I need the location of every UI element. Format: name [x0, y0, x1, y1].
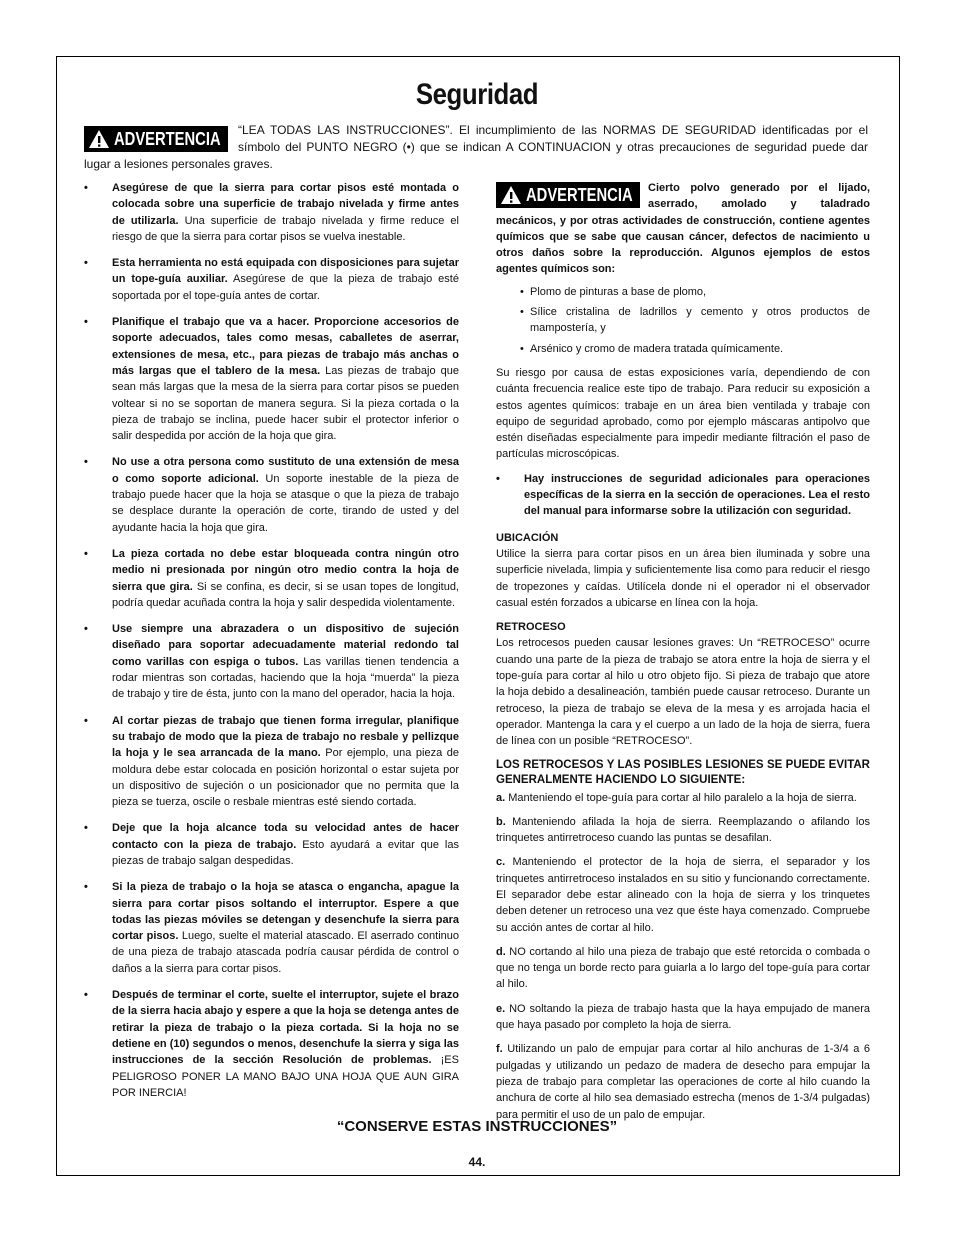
extra-bullet: • Hay instrucciones de seguridad adicionales para operaciones específicas de la sierra en la sección de operaciones. Lea el resto del manual para informarse sobre la utilización con seguridad.	[496, 472, 870, 518]
chemical-item: • Sílice cristalina de ladrillos y cemento y otros productos de mampostería, y	[520, 306, 870, 335]
dust-warning	[496, 180, 870, 278]
safety-bullet: • Después de terminar el corte, suelte el interruptor, sujete el brazo de la sierra hacia abajo y espere a que la hoja se detenga antes de retirar la pieza de trabajo o la pieza cortada. Si la hoja no se detiene en (10) segundos o menos, desenchufe la sierra y siga las instrucciones de la sección Resolución de problemas. ¡ES PELIGROSO PONER LA MANO BAJO UNA HOJA QUE AUN GIRA POR INERCIA!	[84, 989, 459, 1099]
safety-bullet: • Al cortar piezas de trabajo que tienen forma irregular, planifique su trabajo de modo que la pieza de trabajo no resbale y pellizque la hoja y le sea arrancada de la mano. Por ejemplo, una pieza de moldura debe estar colocada en posición horizontal o estar sujeta por un dispositivo de sujeción o un posicionador que no permita que la pieza se tuerza, oscile o resbale mientras esté siendo cortada.	[84, 714, 459, 809]
risk-paragraph: Su riesgo por causa de estas exposiciones varía, dependiendo de con cuánta frecuencia realice este tipo de trabajo. Para reducir su exposición a estos agentes químicos: trabaje en un área bien ventilada y trabaje con equipo de seguridad aprobado, como por ejemplo máscaras antipolvo que estén diseñadas especialmente para impedir mediante filtración el paso de partículas microscópicas.	[496, 366, 870, 461]
kickback-step: d. NO cortando al hilo una pieza de trabajo que esté retorcida o combada o que no tenga un borde recto para guiarla a lo largo del tope-guía para cortar al hilo.	[496, 945, 870, 991]
kickback-step: f. Utilizando un palo de empujar para cortar al hilo anchuras de 1-3/4 a 6 pulgadas y utilizando un pedazo de madera de desecho para empujar la pieza de trabajo para completar las operaciones de corte al hilo cuando la anchura de corte al hilo sea demasiado estrecha (menos de 1-3/4 pulgadas) para permitir el uso de un palo de empujar.	[496, 1043, 870, 1121]
page-number: 44.	[468, 1155, 486, 1169]
safety-bullet: • Use siempre una abrazadera o un dispositivo de sujeción diseñado para soportar adecuadamente material redondo tal como varillas con espiga o tubos. Las varillas tienen tendencia a rodar mientras son cortadas, haciendo que la hoja “muerda” la pieza de trabajo y tire de ésta, junto con la mano del operador, hacia la hoja.	[84, 623, 460, 701]
warning-badge: ADVERTENCIA	[496, 182, 640, 208]
warning-triangle-icon	[500, 185, 522, 205]
retroceso-text: Los retrocesos pueden causar lesiones graves: Un “RETROCESO” ocurre cuando una parte de la pieza de trabajo se atora entre la hoja de sierra y el tope-guía para cortar al hilo u otro objeto fijo. Si pieza de trabajo que atore la hoja debido a desalineación, también puede causar retroceso. Durante un retroceso, la pieza de trabajo se eleva de la mesa y es arrojada hacia el operador. Mantenga la cara y el cuerpo a un lado de la hoja de sierra, fuera de línea con un posible “RETROCESO”.	[496, 637, 870, 748]
right-column	[496, 180, 870, 1131]
kickback-step: a. Manteniendo el tope-guía para cortar al hilo paralelo a la hoja de sierra.	[496, 791, 857, 804]
keep-instructions: “CONSERVE ESTAS INSTRUCCIONES”	[336, 1118, 618, 1135]
avoid-heading: LOS RETROCESOS Y LAS POSIBLES LESIONES SE PUEDE EVITAR GENERALMENTE HACIENDO LO SIGUIENTE:	[496, 758, 870, 786]
page-title: Seguridad	[415, 78, 539, 111]
safety-bullet: • Esta herramienta no está equipada con disposiciones para sujetar un tope-guía auxiliar. Asegúrese de que la pieza de trabajo esté soportada por el tope-guía antes de cortar.	[84, 257, 459, 302]
safety-bullet: • Deje que la hoja alcance toda su velocidad antes de hacer contacto con la pieza de trabajo. Esto ayudará a evitar que las piezas de trabajo salgan despedidas.	[84, 822, 459, 867]
left-column	[84, 180, 459, 1111]
chemical-item: • Plomo de pinturas a base de plomo,	[520, 285, 707, 298]
chemical-list	[496, 284, 870, 357]
warning-triangle-icon	[88, 129, 110, 149]
ubicacion-heading: UBICACIÓN	[496, 531, 559, 544]
chemical-item: • Arsénico y cromo de madera tratada químicamente.	[520, 342, 784, 355]
dust-warning-text: Cierto polvo generado por el lijado, aserrado, amolado y taladrado mecánicos, y por otras actividades de construcción, contiene agentes químicos que se sabe que causan cáncer, defectos de nacimiento u otros daños sobre la reproducción. Algunos ejemplos de estos agentes químicos son:	[496, 182, 870, 276]
safety-bullet: • Si la pieza de trabajo o la hoja se atasca o engancha, apague la sierra para cortar pisos soltando el interruptor. Espere a que todas las piezas móviles se detengan y desenchufe la sierra para cortar pisos. Luego, suelte el material atascado. El aserrado continuo de una pieza de trabajo atascada podría causar pérdida de control o daños a la sierra para cortar pisos.	[84, 881, 459, 975]
safety-bullet: • La pieza cortada no debe estar bloqueada contra ningún otro medio ni presionada por ningún otro medio contra la hoja de sierra que gira. Si se confina, es decir, si se usan topes de longitud, podría quedar acuñada contra la hoja y salir despedida violentamente.	[84, 547, 459, 609]
retroceso-heading: RETROCESO	[496, 621, 566, 634]
intro-warning	[84, 122, 868, 173]
kickback-step: b. Manteniendo afilada la hoja de sierra. Reemplazando o afilando los trinquetes antirretroceso cuando las puntas se desafilan.	[496, 815, 870, 845]
kickback-step: c. Manteniendo el protector de la hoja de sierra, el separador y los trinquetes antirretroceso instalados en su sitio y funcionando correctamente. El separador debe estar alineado con la hoja de sierra y los trinquetes deben detener un retroceso una vez que éste haya comenzado. Compruebe su acción antes de cortar al hilo.	[496, 856, 870, 934]
safety-bullet: • Asegúrese de que la sierra para cortar pisos esté montada o colocada sobre una superficie de trabajo nivelada y firme antes de utilizarla. Una superficie de trabajo nivelada y firme reduce el riesgo de que la sierra para cortar pisos se vuelva inestable.	[84, 182, 459, 243]
warning-badge: ADVERTENCIA	[84, 126, 228, 152]
kickback-steps	[496, 790, 870, 1123]
safety-bullet: • No use a otra persona como sustituto de una extensión de mesa o como soporte adicional. Un soporte inestable de la pieza de trabajo puede hacer que la hoja se atasque o que la pieza de trabajo se desplace durante la operación de corte, tirando de usted y del ayudante hacia la hoja que gira.	[84, 456, 459, 534]
kickback-step: e. NO soltando la pieza de trabajo hasta que la haya empujado de manera que haya pasado por completo la hoja de sierra.	[496, 1002, 870, 1032]
safety-bullet: • Planifique el trabajo que va a hacer. Proporcione accesorios de soporte adecuados, tales como mesas, caballetes de aserrar, extensiones de mesa, etc., para piezas de trabajo más anchas o más largas que el tablero de la mesa. Las piezas de trabajo que sean más largas que la mesa de la sierra para cortar pisos se pueden voltear si no se soportan de manera segura. Si la pieza cortada o la pieza de trabajo se inclina, puede hacer subir el protector inferior o salir despedida por acción de la hoja que gira.	[84, 316, 459, 443]
ubicacion-text: Utilice la sierra para cortar pisos en un área bien iluminada y sobre una superficie nivelada, limpia y suficientemente lisa como para reducir el riesgo de tropezones y caídas. Utilícela donde ni el operador ni el observador casual estén forzados a ubicarse en línea con la hoja.	[496, 547, 870, 609]
intro-text: “LEA TODAS LAS INSTRUCCIONES”. El incumplimiento de las NORMAS DE SEGURIDAD identificadas por el símbolo del PUNTO NEGRO (•) que se indican A CONTINUACION y otras precauciones de seguridad puede dar lugar a lesiones personales graves.	[84, 123, 868, 171]
